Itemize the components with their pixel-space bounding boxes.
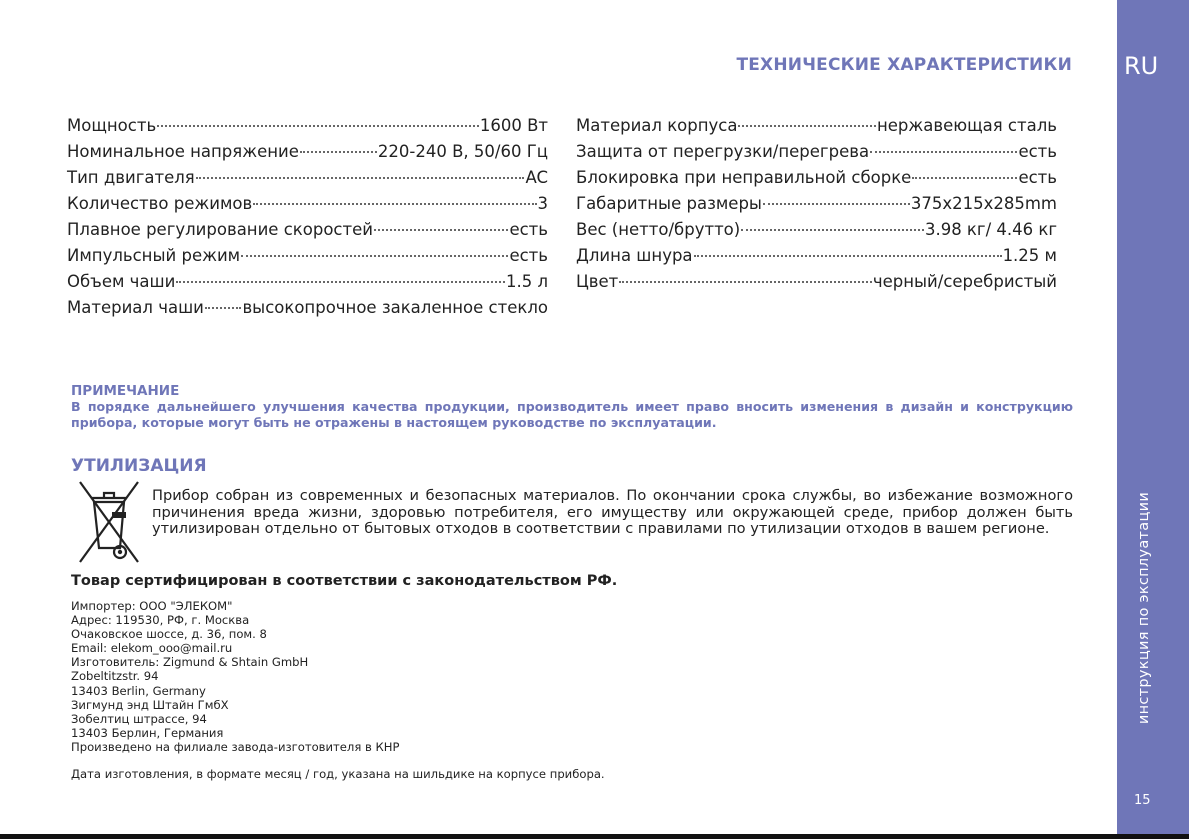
spec-label: Количество режимов bbox=[67, 194, 253, 213]
spec-label: Номинальное напряжение bbox=[67, 142, 299, 161]
spec-leader-dots bbox=[205, 307, 242, 309]
spec-value: 3 bbox=[537, 194, 548, 213]
spec-label: Мощность bbox=[67, 116, 157, 135]
manufacturer-info-line: Адрес: 119530, РФ, г. Москва bbox=[71, 613, 250, 628]
spec-value: черный/серебристый bbox=[872, 272, 1057, 291]
spec-value: нержавеющая сталь bbox=[876, 116, 1057, 135]
sidebar-vertical-text bbox=[1124, 450, 1164, 765]
spec-row bbox=[67, 113, 548, 139]
spec-label: Материал чаши bbox=[67, 298, 204, 317]
spec-label: Защита от перегрузки/перегрева bbox=[576, 142, 870, 161]
page-title: ТЕХНИЧЕСКИЕ ХАРАКТЕРИСТИКИ bbox=[736, 55, 1072, 75]
spec-leader-dots bbox=[196, 177, 525, 179]
spec-row bbox=[67, 139, 548, 165]
spec-leader-dots bbox=[738, 125, 875, 127]
spec-value: есть bbox=[509, 246, 548, 265]
spec-value: высокопрочное закаленное стекло bbox=[242, 298, 548, 317]
spec-label: Длина шнура bbox=[576, 246, 693, 265]
specs-left-column bbox=[67, 113, 548, 321]
spec-label: Габаритные размеры bbox=[576, 194, 762, 213]
note-title: ПРИМЕЧАНИЕ bbox=[71, 383, 180, 399]
spec-row bbox=[576, 269, 1057, 295]
manufacturer-info-line: Зобелтиц штрассе, 94 bbox=[71, 711, 207, 726]
manufacture-date-note: Дата изготовления, в формате месяц / год, указана на шильдике на корпусе прибора. bbox=[71, 767, 605, 781]
spec-value: 1600 Вт bbox=[479, 116, 548, 135]
spec-label: Объем чаши bbox=[67, 272, 176, 291]
spec-label: Цвет bbox=[576, 272, 619, 291]
spec-row bbox=[576, 243, 1057, 269]
manufacturer-info-line: Импортер: ООО "ЭЛЕКОМ" bbox=[71, 599, 233, 613]
spec-value: 1.5 л bbox=[505, 272, 548, 291]
manufacturer-info-line: Очаковское шоссе, д. 36, пом. 8 bbox=[71, 627, 267, 642]
spec-leader-dots bbox=[912, 177, 1017, 179]
spec-row bbox=[576, 191, 1057, 217]
spec-value: AC bbox=[525, 168, 548, 187]
spec-leader-dots bbox=[253, 203, 536, 205]
spec-label: Импульсный режим bbox=[67, 246, 241, 265]
spec-value: 375x215x285mm bbox=[910, 194, 1057, 213]
crossed-out-wheelie-bin-icon bbox=[78, 480, 140, 566]
spec-row bbox=[576, 217, 1057, 243]
manufacturer-info-line: Произведено на филиале завода-изготовителя в КНР bbox=[71, 739, 400, 754]
spec-row bbox=[576, 165, 1057, 191]
note-text: В порядке дальнейшего улучшения качества продукции, производитель имеет право вносить изменения в дизайн и конструкцию прибора, которые могут быть не отражены в настоящем руководстве по эксплуатации. bbox=[71, 399, 1073, 430]
spec-row bbox=[67, 295, 548, 321]
spec-leader-dots bbox=[241, 255, 508, 257]
spec-label: Блокировка при неправильной сборке bbox=[576, 168, 912, 187]
disposal-title: УТИЛИЗАЦИЯ bbox=[71, 456, 207, 476]
spec-leader-dots bbox=[157, 125, 479, 127]
spec-value: 1.25 м bbox=[1002, 246, 1057, 265]
spec-label: Тип двигателя bbox=[67, 168, 195, 187]
spec-leader-dots bbox=[176, 281, 505, 283]
spec-row bbox=[67, 217, 548, 243]
spec-value: есть bbox=[1018, 168, 1057, 187]
spec-leader-dots bbox=[619, 281, 872, 283]
spec-value: 3.98 кг/ 4.46 кг bbox=[924, 220, 1057, 239]
bottom-border bbox=[0, 834, 1189, 839]
manufacturer-info-line: 13403 Berlin, Germany bbox=[71, 683, 206, 698]
page-number: 15 bbox=[1134, 793, 1151, 808]
spec-leader-dots bbox=[763, 203, 910, 205]
specs-right-column bbox=[576, 113, 1057, 295]
spec-row bbox=[576, 139, 1057, 165]
disposal-text: Прибор собран из современных и безопасных материалов. По окончании срока службы, во избежание возможного причинения вреда жизни, здоровью потребителя, его имуществу или окружающей среде, прибор должен быть утилизирован отдельно от бытовых отходов в соответствии с правилами по утилизации отходов в вашем регионе. bbox=[152, 487, 1073, 537]
spec-leader-dots bbox=[694, 255, 1002, 257]
manufacturer-info-line: Zobeltitzstr. 94 bbox=[71, 669, 159, 684]
manufacturer-info bbox=[71, 599, 399, 754]
certification-statement: Товар сертифицирован в соответствии с законодательством РФ. bbox=[71, 573, 618, 589]
spec-row bbox=[67, 191, 548, 217]
manual-title-vertical: инструкция по эксплуатации bbox=[1136, 491, 1153, 724]
spec-value: 220-240 В, 50/60 Гц bbox=[377, 142, 548, 161]
spec-value: есть bbox=[1018, 142, 1057, 161]
spec-value: есть bbox=[509, 220, 548, 239]
manufacturer-info-line: Email: elekom_ooo@mail.ru bbox=[71, 641, 233, 656]
language-label: RU bbox=[1124, 52, 1159, 80]
manufacturer-info-line: 13403 Берлин, Германия bbox=[71, 725, 224, 740]
spec-row bbox=[67, 243, 548, 269]
spec-leader-dots bbox=[374, 229, 508, 231]
spec-leader-dots bbox=[300, 151, 377, 153]
spec-row bbox=[67, 165, 548, 191]
spec-label: Вес (нетто/брутто) bbox=[576, 220, 741, 239]
manufacturer-info-line: Зигмунд энд Штайн ГмбХ bbox=[71, 697, 229, 712]
spec-row bbox=[576, 113, 1057, 139]
spec-label: Материал корпуса bbox=[576, 116, 738, 135]
manufacturer-info-line: Изготовитель: Zigmund & Shtain GmbH bbox=[71, 655, 309, 670]
spec-row bbox=[67, 269, 548, 295]
spec-leader-dots bbox=[741, 229, 924, 231]
spec-label: Плавное регулирование скоростей bbox=[67, 220, 373, 239]
spec-leader-dots bbox=[870, 151, 1017, 153]
